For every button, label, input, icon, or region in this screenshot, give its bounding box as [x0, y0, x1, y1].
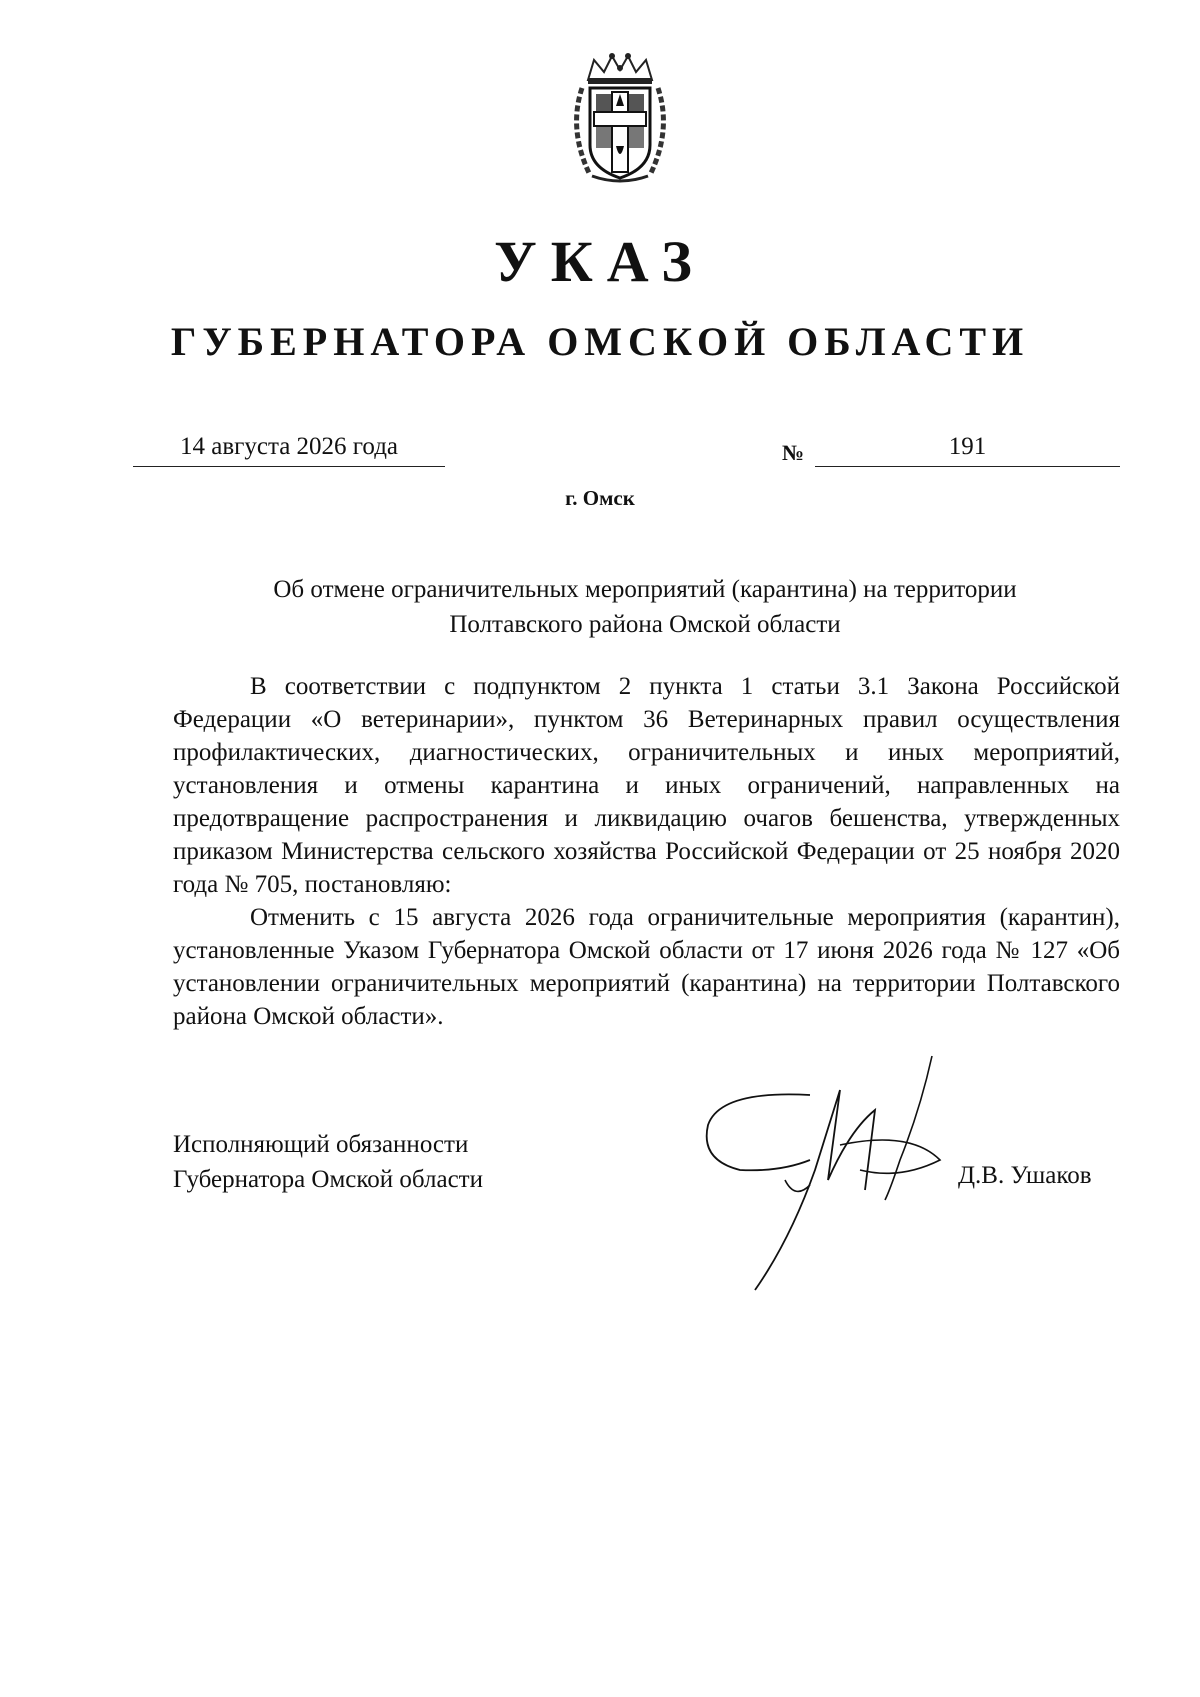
- signatory-position: [173, 1127, 483, 1197]
- subject-line-1: Об отмене ограничительных мероприятий (карантина) на территории: [273, 576, 1017, 603]
- number-sign: №: [782, 440, 805, 465]
- body-paragraph-2: Отменить с 15 августа 2026 года ограничительные мероприятия (карантин), установленные Указом Губернатора Омской области от 17 июня 2026 года № 127 «Об установлении ограничительных мероприятий (карантина) на территории Полтавского района Омской области».: [173, 904, 1120, 1030]
- coat-of-arms-emblem: [560, 50, 680, 185]
- subject-line-2: Полтавского района Омской области: [449, 611, 841, 638]
- signatory-position-line-2: Губернатора Омской области: [173, 1166, 483, 1193]
- document-title: УКАЗ: [494, 229, 706, 294]
- document-subject: [170, 572, 1120, 642]
- document-date: 14 августа 2026 года: [133, 430, 445, 467]
- signatory-position-line-1: Исполняющий обязанности: [173, 1131, 469, 1158]
- document-city: г. Омск: [565, 486, 635, 510]
- document-number: 191: [815, 430, 1120, 467]
- document-body: [173, 670, 1120, 1033]
- document-subtitle: ГУБЕРНАТОРА ОМСКОЙ ОБЛАСТИ: [170, 319, 1030, 364]
- handwritten-signature: [700, 1050, 980, 1300]
- signatory-name: Д.В. Ушаков: [958, 1162, 1092, 1189]
- body-paragraph-1: В соответствии с подпунктом 2 пункта 1 статьи 3.1 Закона Российской Федерации «О ветеринарии», пунктом 36 Ветеринарных правил осуществления профилактических, диагностических, ограничительных и иных мероприятий, установления и отмены карантина и иных ограничений, направленных на предотвращение распространения и ликвидацию очагов бешенства, утвержденных приказом Министерства сельского хозяйства Российской Федерации от 25 ноября 2020 года № 705, постановляю:: [173, 673, 1120, 898]
